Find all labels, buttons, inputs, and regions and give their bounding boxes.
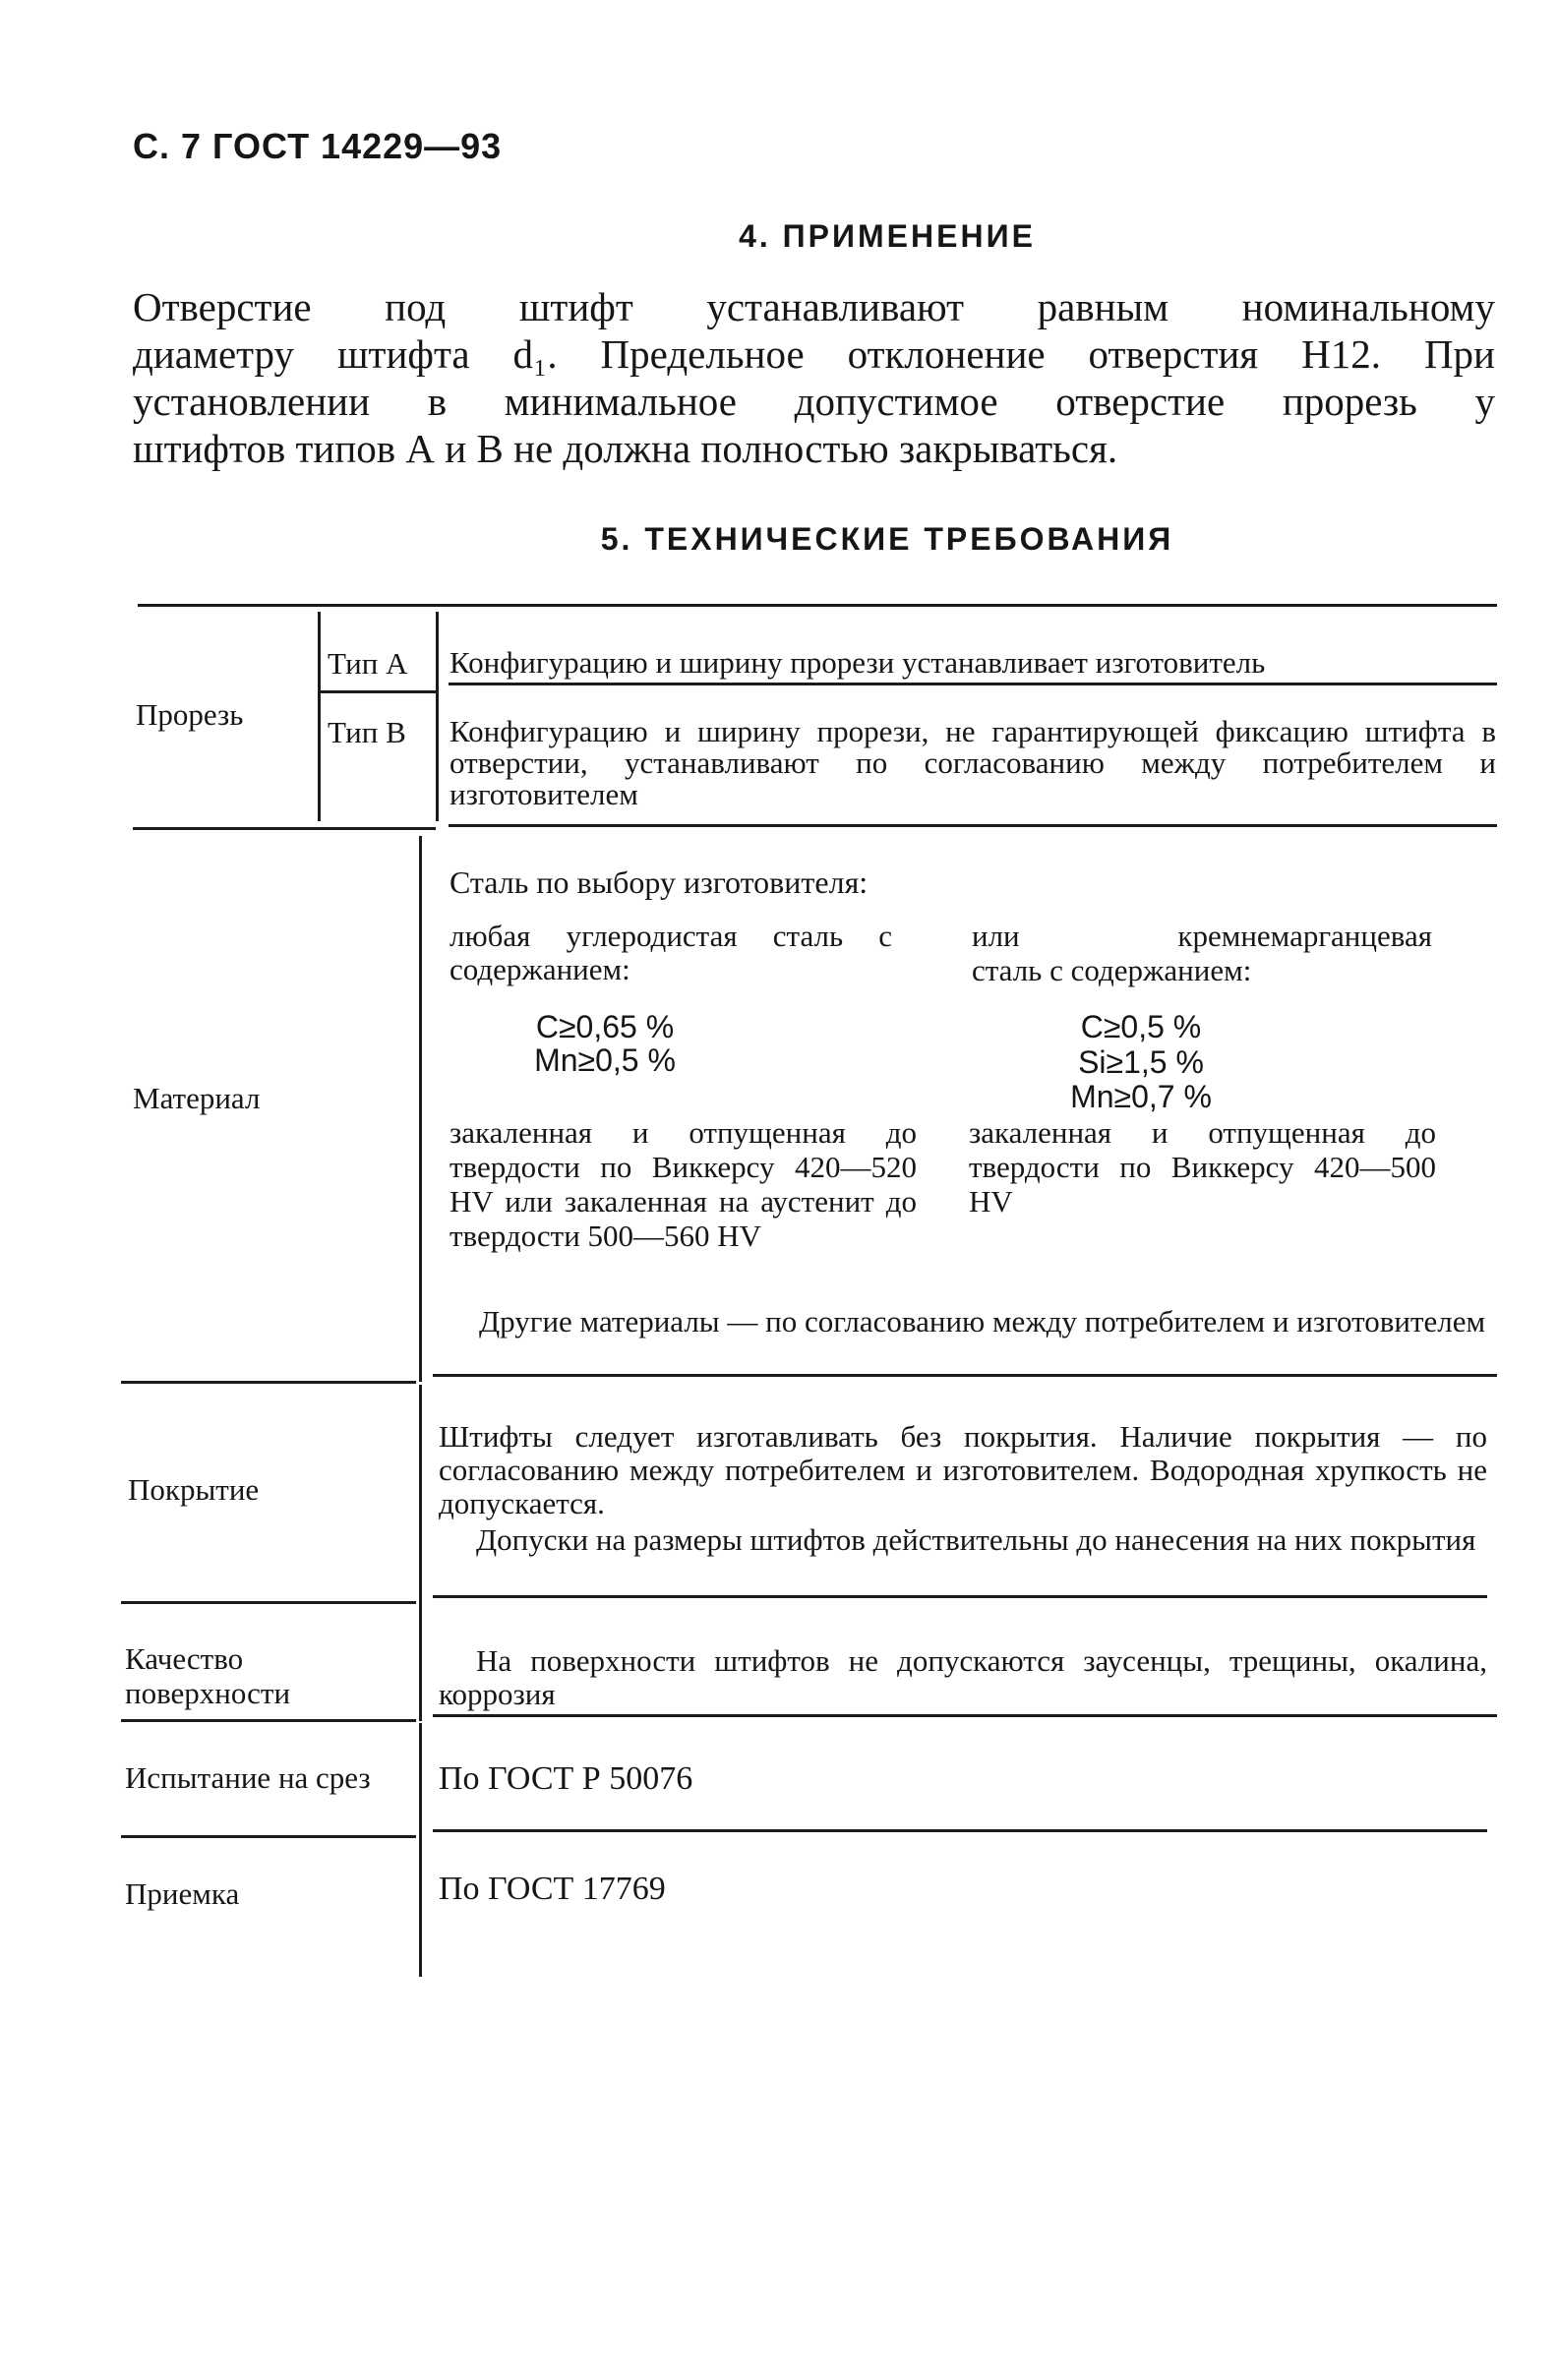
page-header: С. 7 ГОСТ 14229—93 <box>133 126 503 166</box>
table-column-divider <box>419 1605 422 1721</box>
material-right-formula-si: Si≥1,5 % <box>1078 1044 1204 1080</box>
surface-bottom-rule <box>433 1714 1497 1717</box>
surface-text: На поверхности штифтов не допускаются заусенцы, трещины, окалина, коррозия <box>439 1643 1487 1711</box>
material-label: Материал <box>133 1081 261 1115</box>
table-column-divider <box>419 1385 422 1606</box>
section-4-line: установлении в минимальное допустимое отверстие прорезь у <box>133 379 1495 424</box>
material-left-formula-mn: Mn≥0,5 % <box>534 1042 676 1078</box>
shear-bottom-rule <box>433 1829 1487 1832</box>
slot-bottom-rule <box>449 824 1497 827</box>
section-5-title: 5. ТЕХНИЧЕСКИЕ ТРЕБОВАНИЯ <box>600 521 1174 557</box>
table-column-divider <box>436 612 439 821</box>
section-4-line: штифтов типов А и В не должна полностью закрываться. <box>133 426 1118 471</box>
section-4-line: Отверстие под штифт устанавливают равным номинальному <box>133 284 1495 329</box>
material-left-text: любая углеродистая сталь с содержанием: <box>449 919 892 986</box>
slot-type-divider <box>318 612 321 821</box>
material-right-text-1: или кремнемарганцевая <box>972 919 1432 953</box>
type-a-text: Конфигурацию и ширину прорези устанавливает изготовитель <box>449 645 1266 680</box>
section-4-body <box>133 283 1495 472</box>
table-column-divider <box>419 1839 422 1977</box>
type-a-label: Тип А <box>328 646 408 681</box>
acceptance-text: По ГОСТ 17769 <box>439 1871 666 1907</box>
slot-type-a-rule <box>321 690 436 693</box>
shear-label: Испытание на срез <box>125 1760 371 1795</box>
type-b-label: Тип В <box>328 715 406 749</box>
surface-label: Качество поверхности <box>125 1641 291 1710</box>
coating-text-1: Штифты следует изготавливать без покрытия. Наличие покрытия — по согласованию между потребителем и изготовителем. Водородная хрупкость не допускается. <box>439 1419 1487 1520</box>
material-bottom-rule <box>433 1374 1497 1377</box>
section-4-line: диаметру штифта d₁. Предельное отклонение отверстия H12. При <box>133 331 1495 377</box>
material-left-bottom-rule <box>121 1381 416 1384</box>
coating-bottom-rule <box>433 1595 1487 1598</box>
shear-left-bottom-rule <box>121 1835 416 1838</box>
material-left-formula-c: C≥0,65 % <box>535 1009 675 1044</box>
shear-text: По ГОСТ Р 50076 <box>439 1760 693 1797</box>
material-right-formula-c: C≥0,5 % <box>1080 1009 1202 1044</box>
coating-left-bottom-rule <box>121 1601 416 1604</box>
table-column-divider <box>419 1723 422 1841</box>
material-other: Другие материалы — по согласованию между потребителем и изготовителем <box>479 1304 1486 1339</box>
material-left-treatment: закаленная и отпущенная до твердости по Виккерсу 420—520 HV или закаленная на аустенит до твердости 500—560 HV <box>449 1115 917 1253</box>
material-right-text-2: сталь с содержанием: <box>972 953 1252 987</box>
table-top-rule <box>138 604 1497 607</box>
surface-left-bottom-rule <box>121 1719 416 1722</box>
section-4-title: 4. ПРИМЕНЕНИЕ <box>739 218 1036 254</box>
table-column-divider <box>419 836 422 1382</box>
material-intro: Сталь по выбору изготовителя: <box>449 864 869 900</box>
material-right-treatment: закаленная и отпущенная до твердости по Виккерсу 420—500 HV <box>969 1115 1436 1219</box>
material-right-formula-mn: Mn≥0,7 % <box>1070 1079 1212 1114</box>
acceptance-label: Приемка <box>125 1876 240 1911</box>
slot-left-bottom-rule <box>133 827 436 830</box>
slot-type-a-text-rule <box>449 683 1497 685</box>
type-b-text: Конфигурацию и ширину прорези, не гарантирующей фиксацию штифта в отверстии, устанавливают по согласованию между потребителем и изготовителем <box>449 714 1496 811</box>
slot-label: Прорезь <box>136 697 244 732</box>
coating-label: Покрытие <box>128 1472 260 1507</box>
coating-text-2: Допуски на размеры штифтов действительны до нанесения на них покрытия <box>476 1522 1476 1557</box>
